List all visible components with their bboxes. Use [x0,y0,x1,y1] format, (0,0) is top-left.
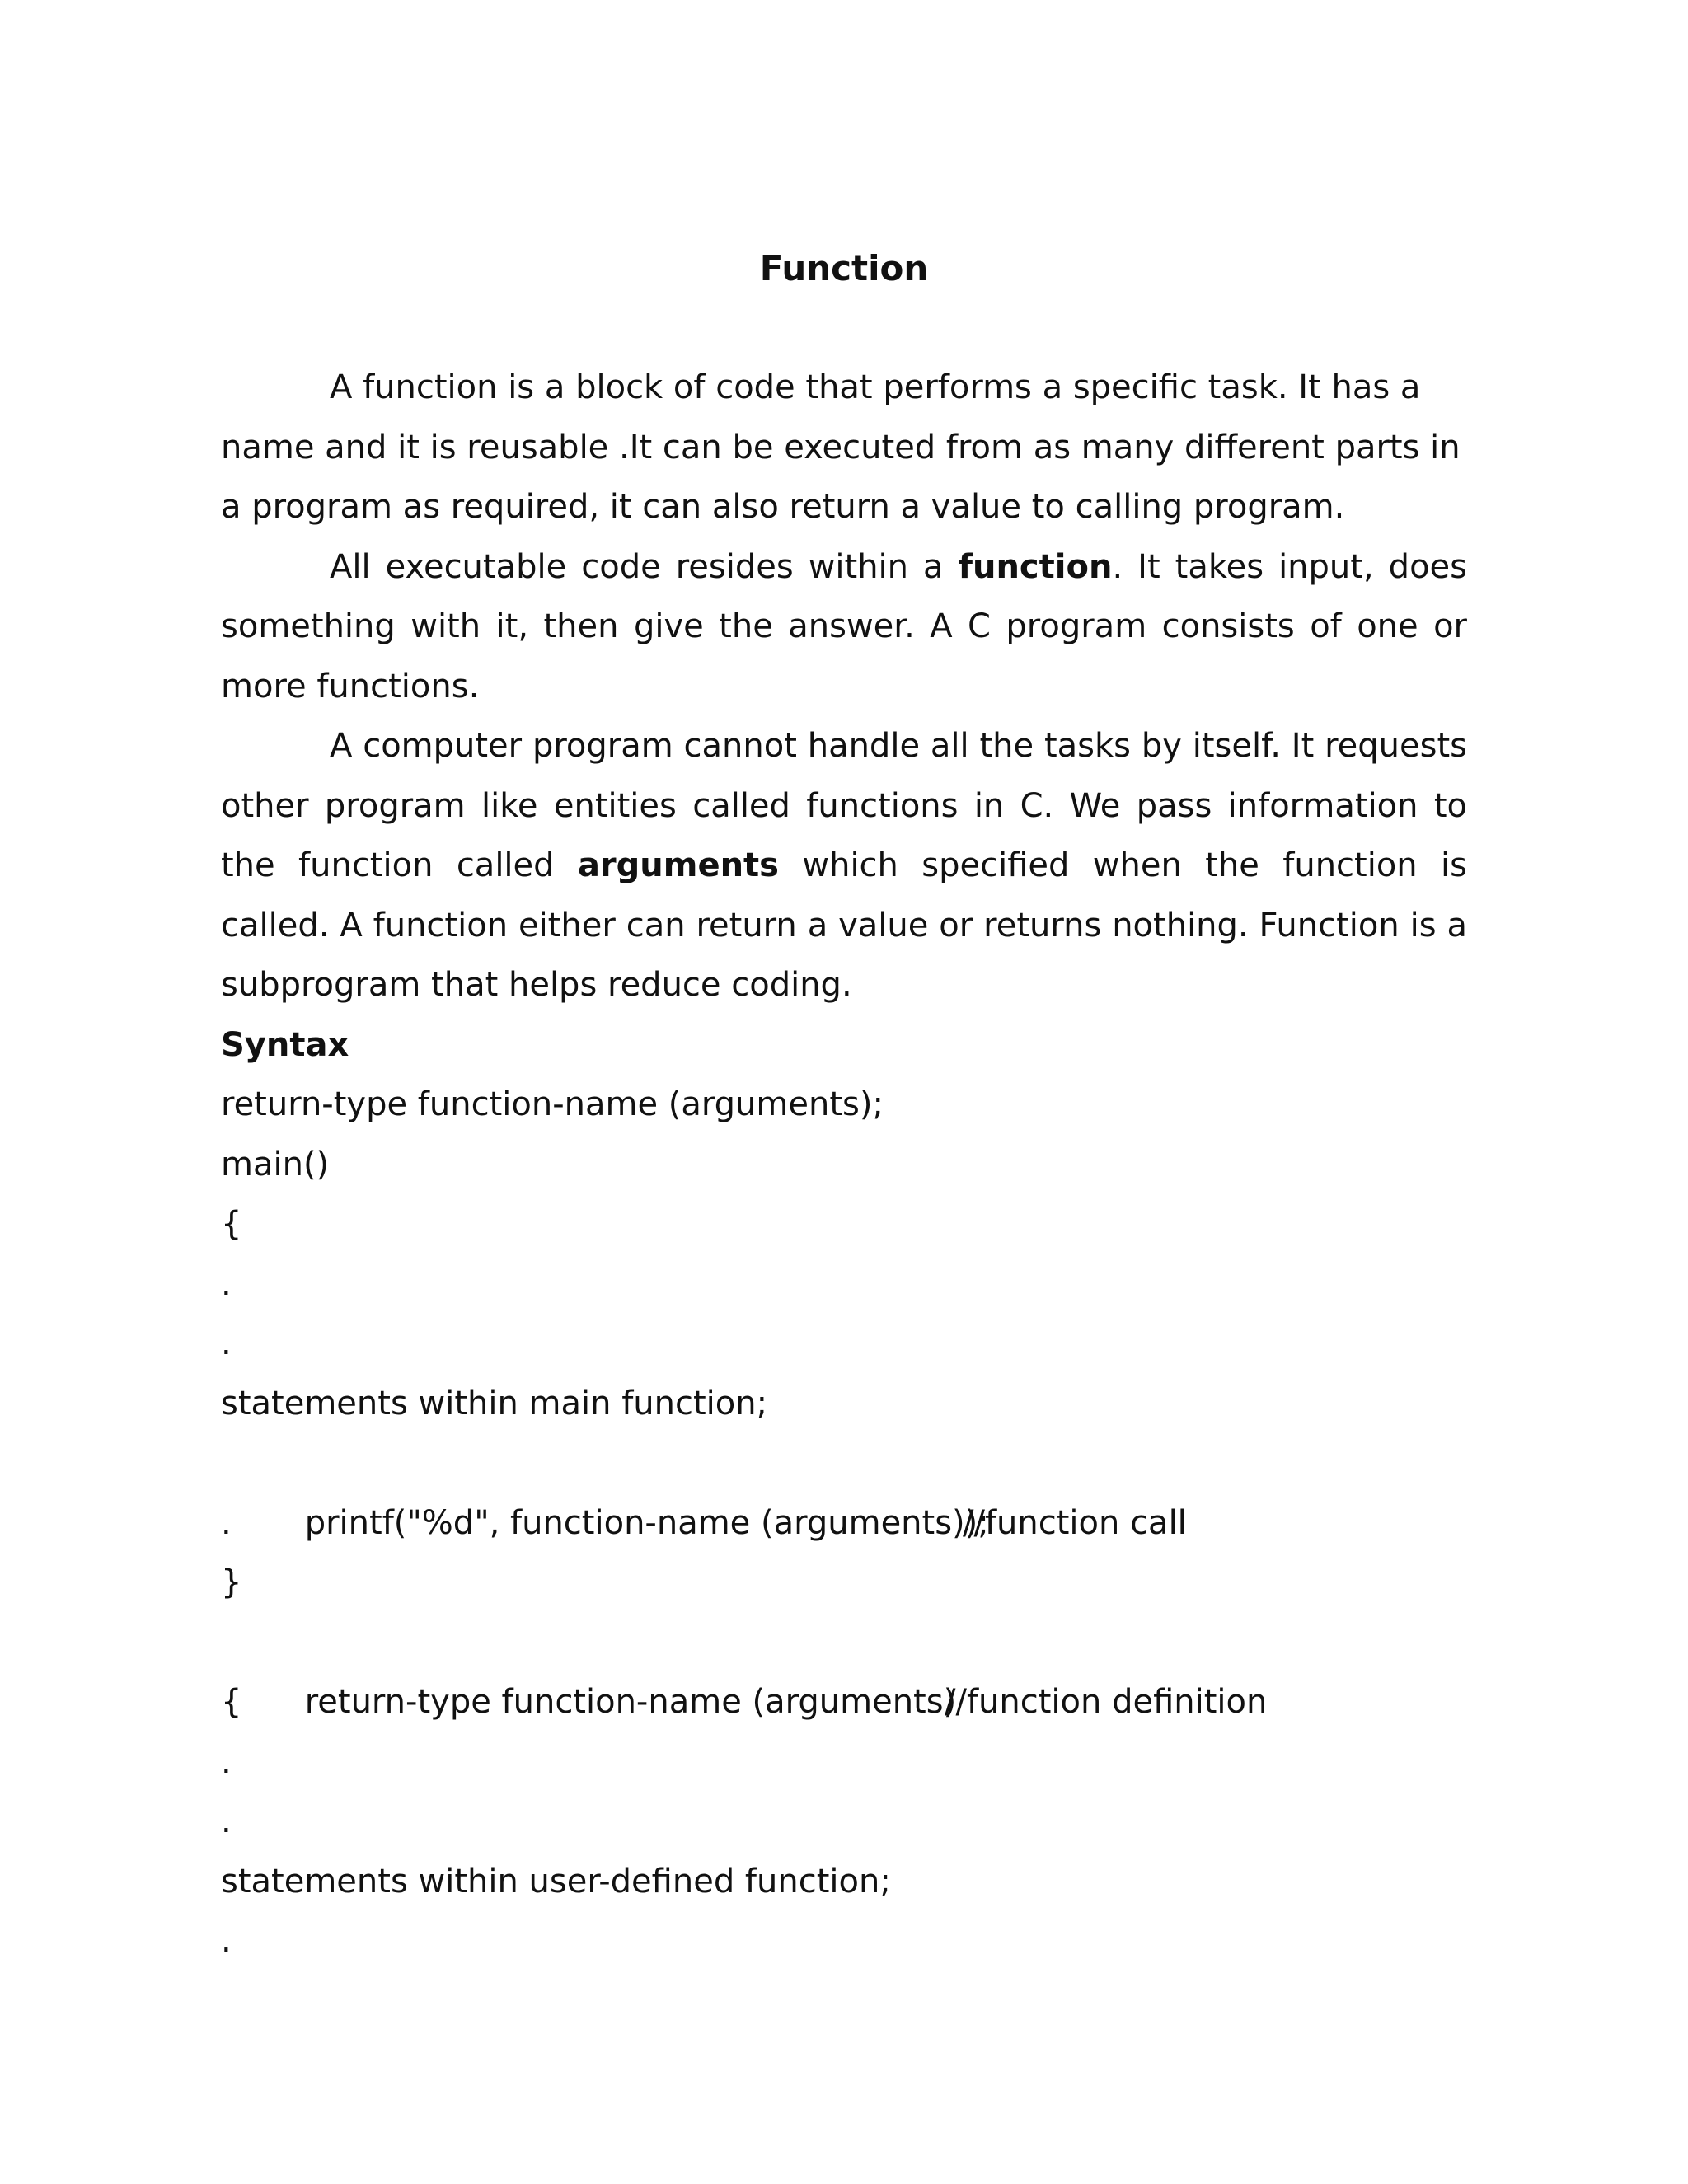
document-body [221,358,1467,1971]
code-text: printf("%d", function-name (arguments)); [304,1503,989,1542]
syntax-code-block [221,1075,1467,1971]
code-line: . [221,1324,232,1362]
code-comment: //function call [963,1503,1187,1542]
code-line: . [221,1802,232,1840]
code-line-function-call [221,1433,1467,1542]
code-line: { [221,1683,242,1721]
paragraph-text: . It takes input, does something with it, then give the answer. A C program consists of one or more functions. [221,547,1467,705]
code-line-function-definition [221,1613,1467,1721]
code-comment: //function definition [945,1683,1268,1721]
paragraph-text: A computer program cannot handle all the tasks by itself. It requests other program like entities called functions in C. We pass information to the function called [221,727,1467,884]
code-line: { [221,1205,242,1243]
page-title: Function [759,248,929,288]
code-line: main() [221,1145,330,1183]
syntax-heading: Syntax [221,1025,349,1064]
code-line: } [221,1563,242,1601]
bold-term-function: function [958,547,1113,586]
code-line: . [221,1503,232,1542]
paragraph-arguments [221,716,1467,1015]
paragraph-text: which specified when the function is called. A function either can return a value or returns nothing. Function is a subprogram that helps reduce coding. [221,846,1467,1004]
code-line: . [221,1742,232,1781]
bold-term-arguments: arguments [577,846,779,884]
code-line: statements within main function; [221,1384,768,1422]
code-line: . [221,1264,232,1303]
code-line: . [221,1922,232,1960]
paragraph-definition: A function is a block of code that performs a specific task. It has a name and it is reusable .It can be executed from as many different parts in a program as required, it can also return a value to calling program. [221,368,1461,526]
code-line: return-type function-name (arguments); [221,1085,884,1123]
code-text: return-type function-name (arguments) [304,1683,957,1721]
code-line: statements within user-defined function; [221,1862,891,1900]
paragraph-text: All executable code resides within a [330,547,959,586]
paragraph-executable-code [221,537,1467,717]
